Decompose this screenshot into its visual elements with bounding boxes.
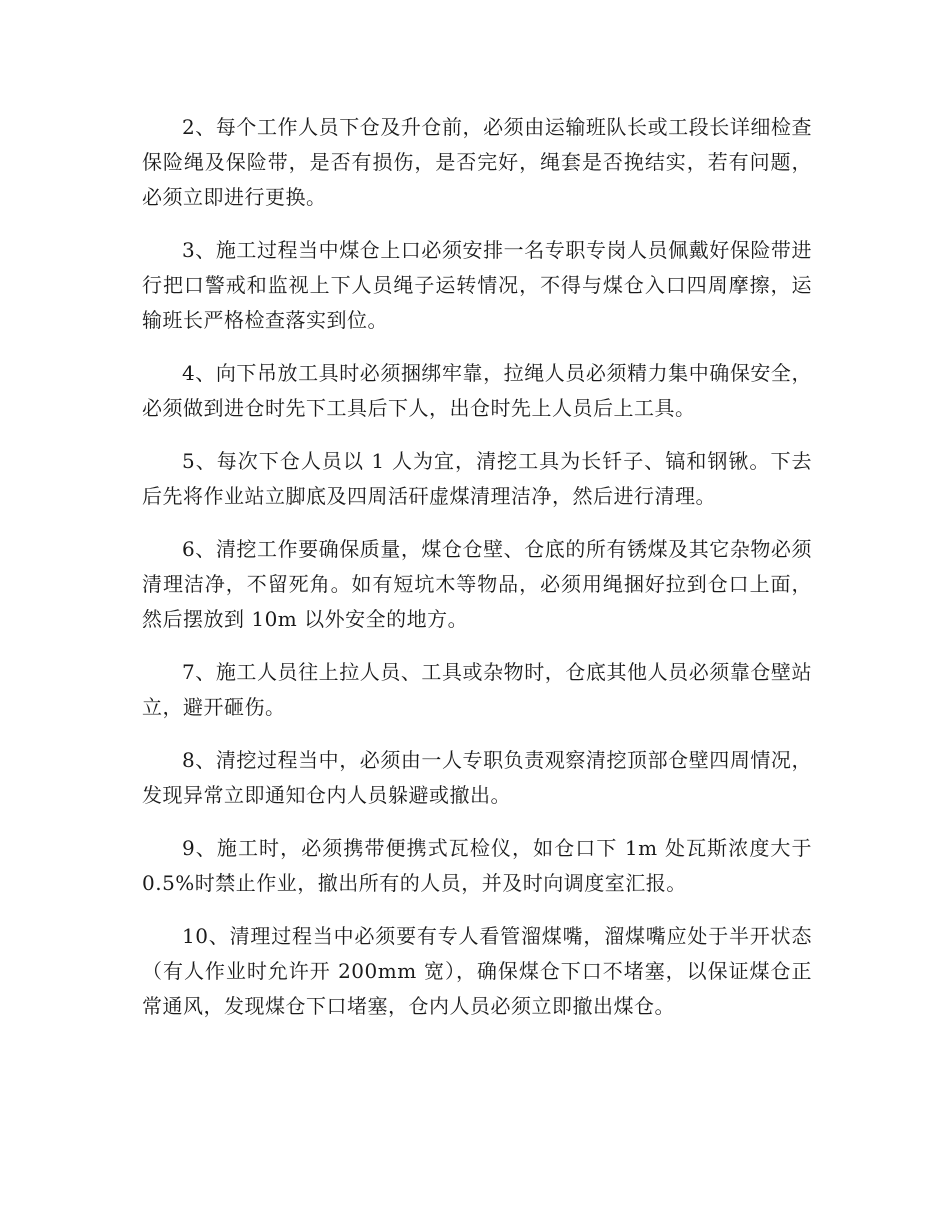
paragraph-item-6: 6、清挖工作要确保质量，煤仓仓壁、仓底的所有锈煤及其它杂物必须清理洁净，不留死角。如有短坑木等物品，必须用绳捆好拉到仓口上面，然后摆放到 10m 以外安全的地方。 <box>142 537 812 631</box>
paragraph-item-5: 5、每次下仓人员以 1 人为宜，清挖工具为长钎子、镐和钢锹。下去后先将作业站立脚底及四周活矸虚煤清理洁净，然后进行清理。 <box>142 449 812 508</box>
paragraph-item-9: 9、施工时，必须携带便携式瓦检仪，如仓口下 1m 处瓦斯浓度大于 0.5%时禁止作业，撤出所有的人员，并及时向调度室汇报。 <box>142 836 812 895</box>
paragraph-item-4: 4、向下吊放工具时必须捆绑牢靠，拉绳人员必须精力集中确保安全，必须做到进仓时先下工具后下人，出仓时先上人员后上工具。 <box>142 361 812 420</box>
paragraph-item-10: 10、清理过程当中必须要有专人看管溜煤嘴，溜煤嘴应处于半开状态（有人作业时允许开 200mm 宽），确保煤仓下口不堵塞，以保证煤仓正常通风，发现煤仓下口堵塞，仓内人员必须立即撤出煤仓。 <box>142 924 812 1018</box>
paragraph-item-3: 3、施工过程当中煤仓上口必须安排一名专职专岗人员佩戴好保险带进行把口警戒和监视上下人员绳子运转情况，不得与煤仓入口四周摩擦，运输班长严格检查落实到位。 <box>142 238 812 332</box>
document-body <box>142 110 812 1042</box>
paragraph-item-8: 8、清挖过程当中，必须由一人专职负责观察清挖顶部仓壁四周情况，发现异常立即通知仓内人员躲避或撤出。 <box>142 748 812 807</box>
paragraph-item-2: 2、每个工作人员下仓及升仓前，必须由运输班队长或工段长详细检查保险绳及保险带，是否有损伤，是否完好，绳套是否挽结实，若有问题，必须立即进行更换。 <box>142 115 812 209</box>
paragraph-item-7: 7、施工人员往上拉人员、工具或杂物时，仓底其他人员必须靠仓壁站立，避开砸伤。 <box>142 660 812 719</box>
